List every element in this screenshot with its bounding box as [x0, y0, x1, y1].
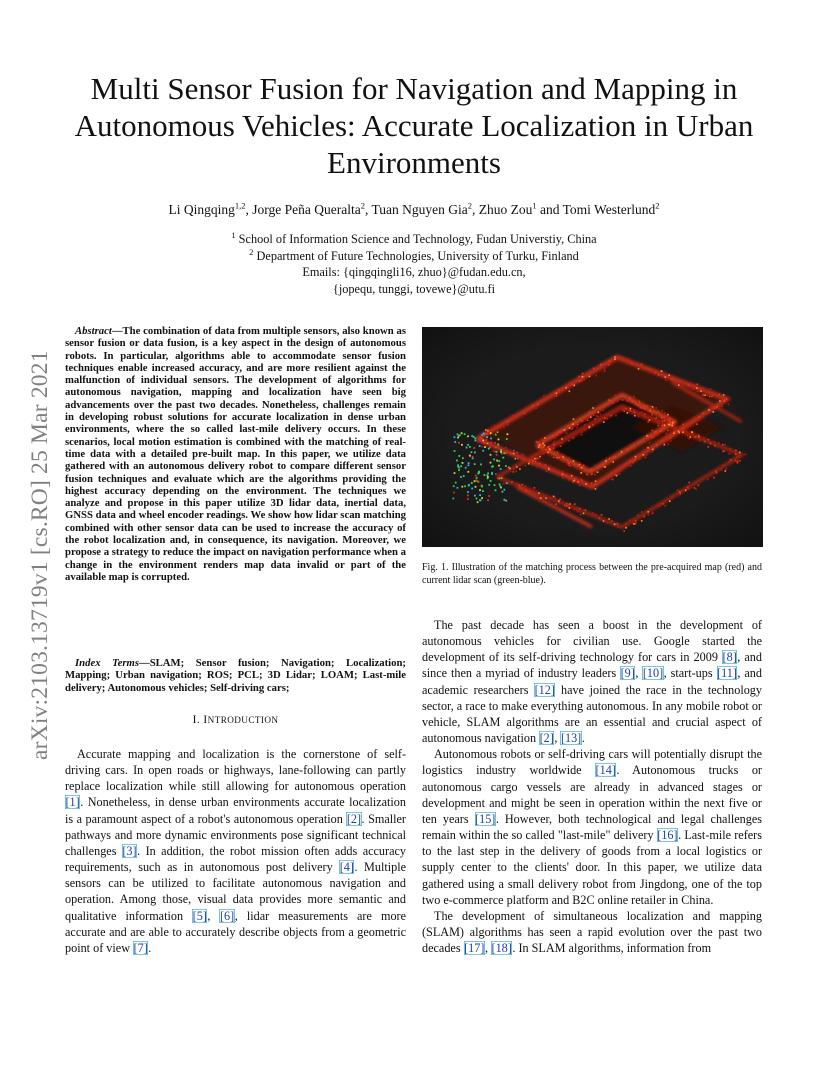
citation-link[interactable]: [13]	[560, 731, 582, 746]
paragraph: The development of simultaneous localization and mapping (SLAM) algorithms has seen a rapid evolution over the past two decades [17], [18]. In SLAM algorithms, information from	[422, 908, 762, 956]
lidar-point-cloud-image	[422, 327, 763, 547]
affiliation-line: $^2$ Department of Future Technologies, University of Turku, Finland	[249, 246, 579, 263]
paragraph: Autonomous robots or self-driving cars will potentially disrupt the logistics industry worldwide [14]. Autonomous trucks or autonomous cargo vessels are already in advanced stages or development and might be seen in operation within the next five or ten years [15]. However, both technological and legal challenges remain within the so called "last-mile" delivery [16]. Last-mile refers to the last step in the delivery of goods from a local logistics or supply center to the clients' door. In this paper, we utilize data gathered using a small delivery robot from Jingdong, one of the top two e-commerce platform and B2C online retailer in China.	[422, 747, 762, 907]
citation-link[interactable]: [17]	[464, 941, 485, 956]
author-list: Li Qingqing$^{1,2}$, Jorge Peña Queralta$^2$, Tuan Nguyen Gia$^2$, Zhuo Zou$^1$ and Tomi Westerlund$^2$	[168, 200, 660, 217]
author-affiliation-mark: 2	[360, 200, 365, 211]
section-number: I.	[192, 714, 201, 726]
paper-title: Multi Sensor Fusion for Navigation and Mapping in Autonomous Vehicles: Accurate Localization in Urban Environments	[74, 71, 754, 180]
citation-link[interactable]: [2]	[346, 811, 362, 826]
emails-line-2: {jopequ, tunggi, tovewe}@utu.fi	[332, 281, 496, 296]
author-affiliation-mark: 2	[655, 200, 660, 211]
citation-link[interactable]: [4]	[339, 860, 354, 875]
index-terms-text: —SLAM; Sensor fusion; Navigation; Localization; Mapping; Urban navigation; ROS; PCL; 3D Lidar; LOAM; Last-mile delivery; Autonomous vehicles; Self-driving cars;	[65, 657, 406, 694]
author-affiliation-mark: 1,2	[234, 200, 246, 211]
author-name: Zhuo Zou	[478, 202, 533, 217]
citation-link[interactable]: [10]	[642, 666, 664, 681]
citation-link[interactable]: [8]	[722, 650, 737, 665]
abstract-text: —The combination of data from multiple sensors, also known as sensor fusion or data fusion, is a key aspect in the design of autonomous robots. In particular, algorithms able to accommodate sensor fusion techniques enable increased accuracy, and are more resilient against the malfunction of individual sensors. The development of algorithms for autonomous navigation, mapping and localization have seen big advancements over the past two decades. Nonetheless, challenges remain in developing robust solutions for accurate localization in dense urban environments, where the so called last-mile delivery occurs. In these scenarios, local motion estimation is combined with the matching of real-time data with a detailed pre-built map. In this paper, we utilize data gathered with an autonomous delivery robot to compare different sensor fusion techniques and evaluate which are the algorithms providing the highest accuracy depending on the environment. The techniques we analyze and propose in this paper utilize 3D lidar data, inertial data, GNSS data and wheel encoder readings. We show how lidar scan matching combined with other sensor data can be used to increase the accuracy of the robot localization and, in consequence, its navigation. Moreover, we propose a strategy to reduce the impact on navigation performance when a change in the environment renders map data invalid or part of the available map is corrupted.	[65, 325, 406, 583]
affiliation-mark: 2	[249, 246, 254, 257]
figure-lidar-map	[422, 327, 763, 547]
citation-link[interactable]: [7]	[133, 940, 148, 955]
arxiv-identifier: arXiv:2103.13719v1 [cs.RO] 25 Mar 2021	[27, 350, 53, 760]
paragraph: The past decade has seen a boost in the development of autonomous vehicles for civilian use. Google started the development of its self-driving technology for cars in 2009 [8], and since then a myriad of industry leaders [9], [10], start-ups [11], and academic researchers [12] have joined the race in the technology sector, a race to make everything autonomous. In any mobile robot or vehicle, SLAM algorithms are an essential and crucial aspect of autonomous navigation [2], [13].	[422, 618, 762, 746]
citation-link[interactable]: [12]	[534, 682, 555, 697]
citation-link[interactable]: [18]	[491, 941, 512, 956]
author-affiliation-mark: 1	[532, 200, 537, 211]
paragraph: Accurate mapping and localization is the cornerstone of self-driving cars. In open roads or highways, lane-following can partly replace localization while still allowing for autonomous operation [1]. Nonetheless, in dense urban environments accurate localization is a paramount aspect of a robot's autonomous operation [2]. Smaller pathways and more dynamic environments pose significant technical challenges [3]. In addition, the robot mission often adds accuracy requirements, such as in autonomous post delivery [4]. Multiple sensors can be utilized to facilitate autonomous navigation and operation. Among those, visual data provides more semantic and qualitative information [5], [6], lidar measurements are more accurate and are able to accurately describe objects from a geometric point of view [7].	[65, 747, 407, 955]
author-name: Tuan Nguyen Gia	[371, 202, 468, 217]
abstract	[65, 325, 406, 583]
figure-caption: Fig. 1. Illustration of the matching process between the pre-acquired map (red) and current lidar scan (green-blue).	[422, 562, 762, 586]
citation-link[interactable]: [11]	[717, 666, 737, 681]
author-affiliation-mark: 2	[467, 200, 472, 211]
introduction-text	[65, 746, 406, 956]
author-name: Tomi Westerlund	[562, 202, 656, 217]
section-title: INTRODUCTION	[203, 714, 279, 726]
section-heading	[65, 714, 406, 726]
citation-link[interactable]: [14]	[595, 763, 616, 778]
abstract-label: Abstract	[75, 325, 112, 337]
affiliations	[60, 231, 768, 297]
author-name: Jorge Peña Queralta	[252, 202, 361, 217]
affiliation-mark: 1	[231, 229, 236, 240]
index-terms-label: Index Terms	[75, 657, 140, 669]
right-column-text	[422, 617, 762, 956]
emails-line-1: Emails: {qingqingli16, zhuo}@fudan.edu.cn,	[302, 265, 526, 279]
index-terms	[65, 657, 406, 694]
author-name: Li Qingqing	[168, 202, 235, 217]
citation-link[interactable]: [5]	[192, 908, 207, 923]
citation-link[interactable]: [2]	[539, 731, 554, 746]
affiliation-line: $^1$ School of Information Science and Technology, Fudan Universtiy, China	[231, 229, 597, 246]
citation-link[interactable]: [6]	[219, 908, 235, 923]
citation-link[interactable]: [1]	[65, 795, 80, 810]
citation-link[interactable]: [15]	[475, 811, 496, 826]
citation-link[interactable]: [16]	[657, 828, 678, 843]
citation-link[interactable]: [3]	[122, 843, 137, 858]
citation-link[interactable]: [9]	[620, 666, 635, 681]
